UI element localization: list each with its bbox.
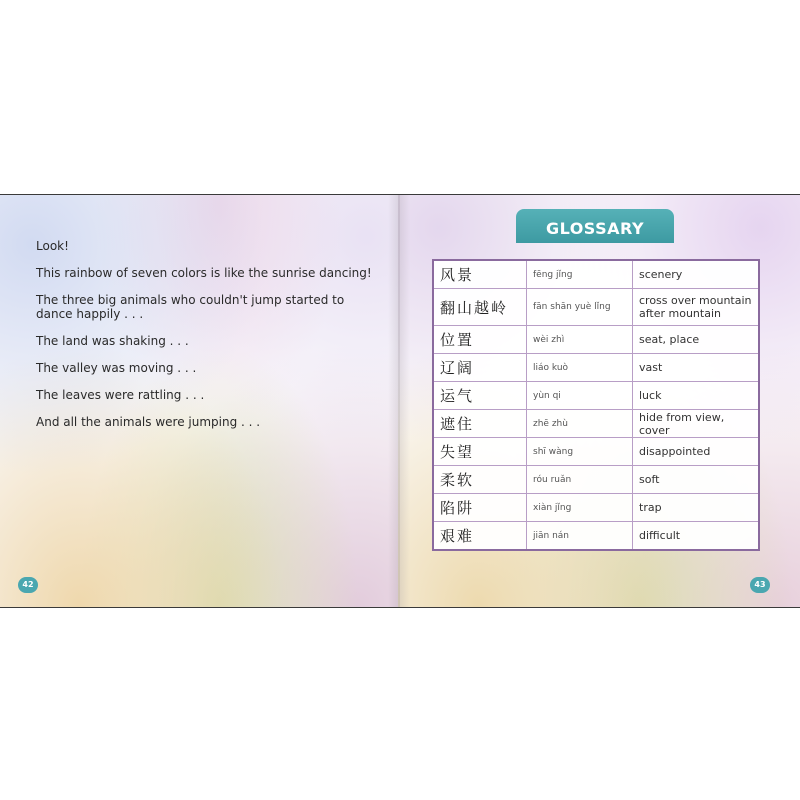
table-row: [433, 494, 759, 522]
hanzi-cell: 位置: [433, 326, 527, 354]
table-row: [433, 289, 759, 326]
table-row: [433, 326, 759, 354]
pinyin-cell: shī wàng: [527, 438, 633, 466]
meaning-cell: luck: [633, 382, 760, 410]
hanzi-cell: 失望: [433, 438, 527, 466]
pinyin-cell: fēng jǐng: [527, 260, 633, 289]
right-page: [398, 195, 800, 607]
pinyin-cell: zhē zhù: [527, 410, 633, 438]
meaning-cell: vast: [633, 354, 760, 382]
page-number-right: 43: [750, 577, 770, 593]
table-row: [433, 466, 759, 494]
meaning-cell: soft: [633, 466, 760, 494]
hanzi-cell: 风景: [433, 260, 527, 289]
hanzi-cell: 翻山越岭: [433, 289, 527, 326]
meaning-cell: hide from view, cover: [633, 410, 760, 438]
meaning-cell: seat, place: [633, 326, 760, 354]
story-line: Look!: [36, 239, 69, 253]
story-line: The land was shaking . . .: [36, 334, 189, 348]
hanzi-cell: 陷阱: [433, 494, 527, 522]
glossary-table: [432, 259, 760, 551]
meaning-cell: scenery: [633, 260, 760, 289]
meaning-cell: cross over mountain after mountain: [633, 289, 760, 326]
pinyin-cell: róu ruǎn: [527, 466, 633, 494]
pinyin-cell: jiān nán: [527, 522, 633, 551]
left-page: [0, 195, 398, 607]
pinyin-cell: yùn qi: [527, 382, 633, 410]
meaning-cell: difficult: [633, 522, 760, 551]
hanzi-cell: 柔软: [433, 466, 527, 494]
table-row: [433, 438, 759, 466]
story-line: And all the animals were jumping . . .: [36, 415, 261, 429]
pinyin-cell: xiàn jǐng: [527, 494, 633, 522]
story-text: [36, 239, 376, 442]
story-line: The leaves were rattling . . .: [36, 388, 205, 402]
hanzi-cell: 辽阔: [433, 354, 527, 382]
story-line: This rainbow of seven colors is like the sunrise dancing!: [36, 266, 372, 280]
book-spread: [0, 194, 800, 608]
meaning-cell: disappointed: [633, 438, 760, 466]
table-row: [433, 410, 759, 438]
pinyin-cell: liáo kuò: [527, 354, 633, 382]
hanzi-cell: 遮住: [433, 410, 527, 438]
story-line: The valley was moving . . .: [36, 361, 197, 375]
glossary-heading: GLOSSARY: [516, 209, 674, 243]
page-number-left: 42: [18, 577, 38, 593]
book-gutter: [388, 195, 410, 607]
story-line: The three big animals who couldn't jump started to dance happily . . .: [36, 293, 345, 321]
hanzi-cell: 艰难: [433, 522, 527, 551]
table-row: [433, 522, 759, 551]
table-row: [433, 260, 759, 289]
pinyin-cell: fān shān yuè lǐng: [527, 289, 633, 326]
table-row: [433, 382, 759, 410]
meaning-cell: trap: [633, 494, 760, 522]
hanzi-cell: 运气: [433, 382, 527, 410]
table-row: [433, 354, 759, 382]
pinyin-cell: wèi zhì: [527, 326, 633, 354]
